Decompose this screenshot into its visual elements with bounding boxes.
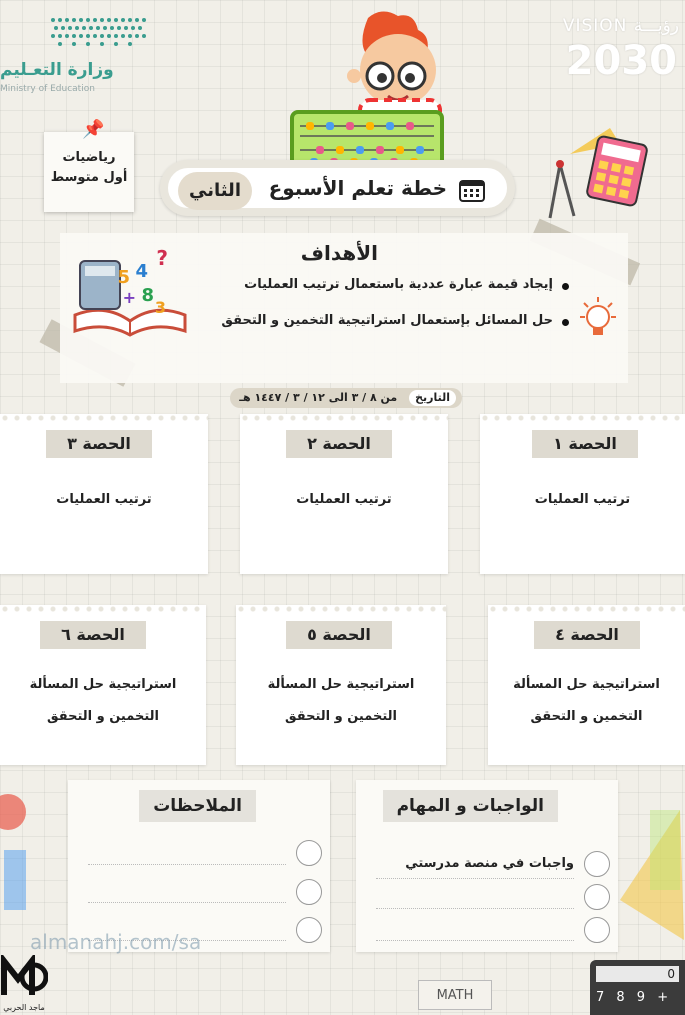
lesson-topic: ترتيب العمليات xyxy=(56,492,152,507)
lesson-topic: التخمين و التحقق xyxy=(530,709,643,724)
pin-icon: 📌 xyxy=(82,119,105,140)
lesson-title: الحصة ١ xyxy=(532,430,638,458)
author-name: ماجد الحربي xyxy=(3,1003,45,1012)
notes-panel xyxy=(68,780,330,952)
objectives-panel xyxy=(60,233,628,383)
ministry-dots-icon xyxy=(48,14,148,48)
watermark: almanahj.com/sa xyxy=(30,930,202,954)
svg-text:3: 3 xyxy=(154,298,166,317)
grade-name: أول متوسط xyxy=(50,170,128,185)
date-label: التاريخ xyxy=(409,390,456,406)
svg-text:5: 5 xyxy=(117,267,130,288)
book-calculator-illustration xyxy=(70,243,190,338)
checkbox-circle[interactable] xyxy=(296,879,322,905)
svg-text:+: + xyxy=(122,288,136,307)
lesson-title: الحصة ٤ xyxy=(534,621,640,649)
lesson-card-1 xyxy=(480,414,685,574)
lesson-card-5 xyxy=(236,605,446,765)
notes-title: الملاحظات xyxy=(139,790,256,822)
lesson-topic: ترتيب العمليات xyxy=(534,492,631,507)
lesson-topic: التخمين و التحقق xyxy=(47,709,159,724)
author-logo-icon xyxy=(0,955,48,999)
lesson-card-4 xyxy=(488,605,685,765)
lesson-topic: ترتيب العمليات xyxy=(296,492,392,507)
lightbulb-icon xyxy=(572,293,624,345)
vision-label: VISION رؤيـــة xyxy=(562,16,679,36)
checkbox-circle[interactable] xyxy=(296,917,322,943)
homework-panel xyxy=(356,780,618,952)
objective-item: حل المسائل بإستعمال استراتيجية التخمين و التحقق xyxy=(221,313,553,328)
lesson-card-3 xyxy=(0,414,208,574)
calculator-decoration xyxy=(590,960,685,1015)
ministry-name-en: Ministry of Education xyxy=(0,84,95,94)
objectives-heading: الأهداف xyxy=(300,241,378,265)
vision-year: 2030 xyxy=(565,38,677,84)
calculator-keys: 7 8 9 + xyxy=(596,990,673,1005)
page-title: خطة تعلم الأسبوع xyxy=(268,176,447,200)
svg-text:4: 4 xyxy=(135,261,148,282)
subject-note xyxy=(44,119,134,212)
lesson-title: الحصة ٦ xyxy=(40,621,146,649)
lesson-title: الحصة ٣ xyxy=(46,430,152,458)
calculator-screen: 0 xyxy=(596,966,679,982)
calculator-compass-illustration xyxy=(540,124,650,224)
lesson-title: الحصة ٢ xyxy=(286,430,392,458)
paint-brush-decoration xyxy=(0,790,40,930)
checkbox-circle[interactable] xyxy=(296,840,322,866)
date-text: من ٨ / ٣ الى ١٢ / ٣ / ١٤٤٧ هـ xyxy=(239,391,398,404)
lesson-card-2 xyxy=(240,414,448,574)
lesson-topic: استراتيجية حل المسألة xyxy=(513,677,660,692)
lesson-topic: استراتيجية حل المسألة xyxy=(267,677,415,692)
ruler-decoration xyxy=(600,790,685,950)
svg-text:8: 8 xyxy=(141,285,154,306)
date-range xyxy=(230,388,462,408)
math-label: MATH xyxy=(418,980,492,1010)
objective-item: إيجاد قيمة عبارة عددية باستعمال ترتيب العمليات xyxy=(244,277,553,292)
ministry-name-ar: وزارة التعـليم xyxy=(0,60,114,80)
subject-name: رياضيات xyxy=(62,150,116,165)
lesson-title: الحصة ٥ xyxy=(286,621,392,649)
lesson-topic: استراتيجية حل المسألة xyxy=(29,677,177,692)
author-logo xyxy=(0,955,48,1011)
week-badge: الثاني xyxy=(178,172,252,210)
homework-title: الواجبات و المهام xyxy=(383,790,558,822)
lesson-topic: التخمين و التحقق xyxy=(285,709,397,724)
ministry-logo xyxy=(0,8,150,98)
boy-abacus-illustration xyxy=(290,8,475,178)
vision-2030-logo xyxy=(554,10,679,84)
homework-item: واجبات في منصة مدرستي xyxy=(405,856,574,871)
lesson-card-6 xyxy=(0,605,206,765)
calendar-icon xyxy=(459,178,485,202)
svg-text:?: ? xyxy=(156,246,168,270)
